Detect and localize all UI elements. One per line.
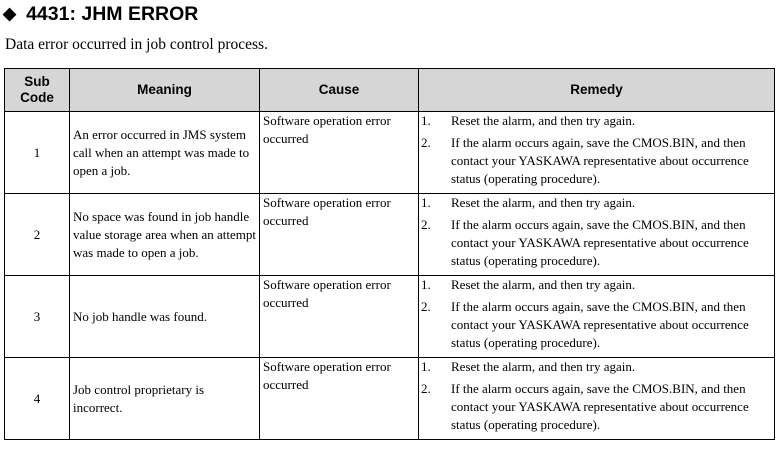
remedy-cell xyxy=(419,358,775,440)
step-number: 1. xyxy=(421,359,431,374)
remedy-step xyxy=(419,380,774,434)
sub-code-cell: 1 xyxy=(5,112,70,194)
remedy-steps xyxy=(419,112,774,188)
remedy-steps xyxy=(419,194,774,270)
alarm-table xyxy=(4,68,775,440)
cause-cell: Software operation error occurred xyxy=(260,276,419,358)
remedy-cell xyxy=(419,194,775,276)
remedy-step xyxy=(419,194,774,212)
remedy-cell xyxy=(419,276,775,358)
alarm-title: 4431: JHM ERROR xyxy=(26,2,199,25)
cause-cell: Software operation error occurred xyxy=(260,358,419,440)
sub-code-cell: 2 xyxy=(5,194,70,276)
meaning-cell: No space was found in job handle value storage area when an attempt was made to open a job. xyxy=(70,194,260,276)
header-cause: Cause xyxy=(260,69,419,112)
header-sub-code: Sub Code xyxy=(5,69,70,112)
remedy-step xyxy=(419,216,774,270)
step-number: 1. xyxy=(421,277,431,292)
step-number: 2. xyxy=(421,299,431,314)
meaning-cell: Job control proprietary is incorrect. xyxy=(70,358,260,440)
remedy-step xyxy=(419,134,774,188)
header-meaning: Meaning xyxy=(70,69,260,112)
meaning-cell: An error occurred in JMS system call when an attempt was made to open a job. xyxy=(70,112,260,194)
remedy-cell xyxy=(419,112,775,194)
sub-code-cell: 4 xyxy=(5,358,70,440)
remedy-step xyxy=(419,358,774,376)
cause-cell: Software operation error occurred xyxy=(260,112,419,194)
remedy-steps xyxy=(419,276,774,352)
remedy-steps xyxy=(419,358,774,434)
diamond-bullet-icon: ◆ xyxy=(3,4,17,23)
table-header-row xyxy=(5,69,775,112)
table-row xyxy=(5,276,775,358)
step-number: 2. xyxy=(421,381,431,396)
table-row xyxy=(5,112,775,194)
step-text: Reset the alarm, and then try again. xyxy=(451,359,636,374)
step-number: 1. xyxy=(421,195,431,210)
step-text: Reset the alarm, and then try again. xyxy=(451,195,636,210)
remedy-step xyxy=(419,112,774,130)
table-row xyxy=(5,194,775,276)
step-text: If the alarm occurs again, save the CMOS.BIN, and then contact your YASKAWA representative about occurrence status (operating procedure). xyxy=(451,135,749,186)
step-text: Reset the alarm, and then try again. xyxy=(451,113,636,128)
step-text: If the alarm occurs again, save the CMOS.BIN, and then contact your YASKAWA representative about occurrence status (operating procedure). xyxy=(451,217,749,268)
step-text: If the alarm occurs again, save the CMOS.BIN, and then contact your YASKAWA representative about occurrence status (operating procedure). xyxy=(451,299,749,350)
remedy-step xyxy=(419,298,774,352)
meaning-cell: No job handle was found. xyxy=(70,276,260,358)
step-number: 2. xyxy=(421,217,431,232)
alarm-description: Data error occurred in job control process. xyxy=(5,36,268,53)
step-number: 1. xyxy=(421,113,431,128)
table-row xyxy=(5,358,775,440)
remedy-step xyxy=(419,276,774,294)
cause-cell: Software operation error occurred xyxy=(260,194,419,276)
header-remedy: Remedy xyxy=(419,69,775,112)
step-number: 2. xyxy=(421,135,431,150)
sub-code-cell: 3 xyxy=(5,276,70,358)
step-text: If the alarm occurs again, save the CMOS.BIN, and then contact your YASKAWA representative about occurrence status (operating procedure). xyxy=(451,381,749,432)
alarm-heading xyxy=(3,1,198,27)
step-text: Reset the alarm, and then try again. xyxy=(451,277,636,292)
